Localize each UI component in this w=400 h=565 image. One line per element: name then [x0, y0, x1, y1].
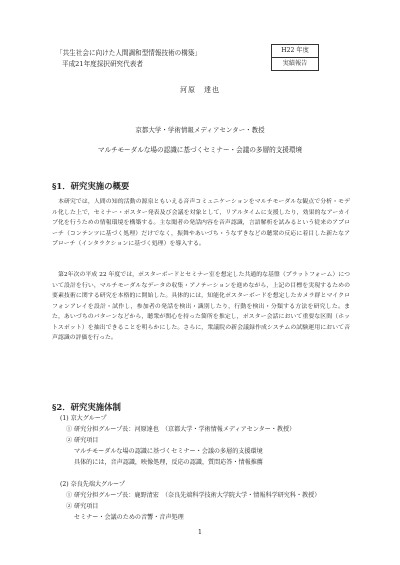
page-number: 1 [197, 528, 203, 536]
nara-item-1: セミナー・会議のための音響・音声処理 [74, 514, 184, 521]
report-header [56, 48, 201, 70]
section1-paragraph-2: 第2年次の平成 22 年度では，ポスターボードとセミナー室を想定した共通的な基盤（プラットフォーム）について設計を行い，マルチモーダルなデータの収集・アノテーションを進めながら，上記の目標を実現するための要素技術に関する研究を本格的に開始した。具体的には，知能化ポスターボードを想定したカメラ群とマイクロフォンアレイを設計・試作し，参加者の発話を検出・識別したり，行動を検出・分類する方法を研究した。また，あいづちのパターンなどから，聴衆が関心を持った箇所を推定し，ポスター会話において重要な区間（ホットスポット）を抽出できることを明らかにした。さらに，衆議院の新会議録作成システムの試験運用において音声認識の評価を行った。 [52, 272, 350, 341]
year-report-box [271, 44, 319, 71]
project-title: 「共生社会に向けた人間調和型情報技術の構築」 [56, 49, 202, 57]
author-name: 河原 達也 [180, 86, 220, 94]
year-label: H22 年度 [271, 44, 319, 58]
section2-heading: §2．研究実施体制 [52, 402, 121, 412]
kyoto-items-label: ② 研究項目 [66, 437, 99, 444]
section1-paragraph-1: 本研究では，人間の知的活動の源泉ともいえる音声コミュニケーションをマルチモーダルな観点で分析・モデル化した上で，セミナー・ポスター発表及び会議を対象として，リアルタイムに支援したり，効果的なアーカイブ化を行うための情報環境を構築する。主な聞者の発話内容を音声認識，言語解析を試みるという従来のアプローチ（コンテンツに基づく処理）だけでなく，振舞やあいづち・うなずきなどの聴衆の反応に着目した新たなアプローチ（インタラクションに基づく処理）を導入する。 [52, 199, 350, 247]
kyoto-item-1: マルチモーダルな場の認識に基づくセミナー・会議の多層的支援環境 [74, 448, 263, 455]
section1-heading: §1．研究実施の概要 [52, 181, 130, 191]
research-title: マルチモーダルな場の認識に基づくセミナー・会議の多層的支援環境 [97, 146, 303, 154]
nara-leader-line: ① 研究分担グループ長：鹿野清宏 （奈良先端科学技術大学院大学・情報科学研究科・教授） [66, 492, 321, 499]
group-kyoto-heading: (1) 京大グループ [60, 415, 107, 422]
report-label: 実績報告 [271, 58, 319, 71]
kyoto-leader-line: ① 研究分担グループ長：河原達也 （京都大学・学術情報メディアセンター・教授） [66, 426, 296, 433]
affiliation: 京都大学・学術情報メディアセンター・教授 [135, 126, 265, 134]
adoption-line: 平成21年度採択研究代表者 [62, 60, 143, 68]
group-nara-heading: (2) 奈良先端大グループ [60, 481, 125, 488]
nara-items-label: ② 研究項目 [66, 503, 99, 510]
kyoto-item-2: 具体的には，音声認識，映像処理，反応の認識，質問応答・情報推薦 [74, 459, 263, 466]
